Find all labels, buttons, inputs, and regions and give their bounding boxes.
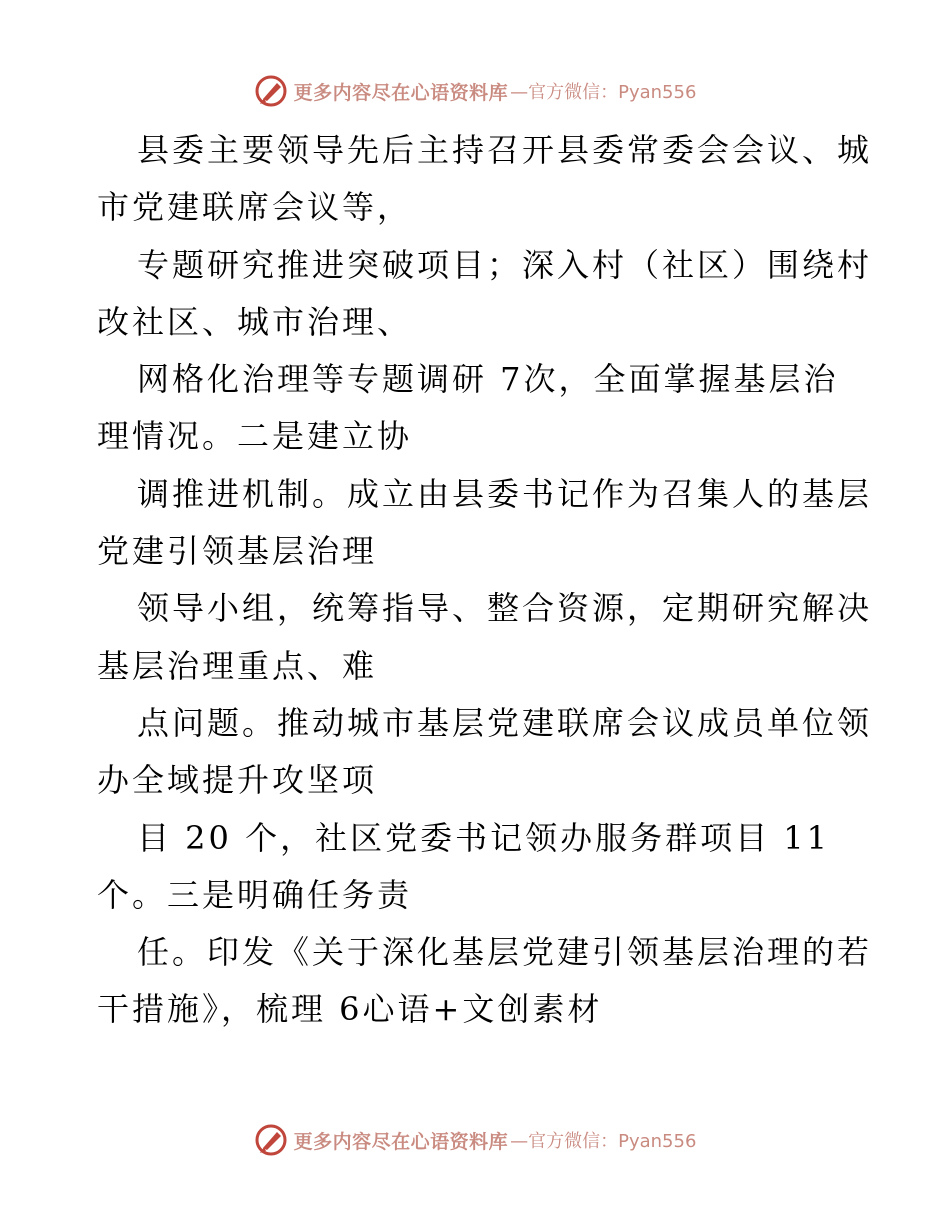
text-line: 市党建联席会议等， bbox=[97, 188, 413, 227]
pen-logo-icon bbox=[254, 1123, 288, 1157]
text-line: 个。三是明确任务责 bbox=[97, 875, 413, 914]
watermark-brand: 更多内容尽在心语资料库 bbox=[293, 81, 509, 104]
text-line: 改社区、城市治理、 bbox=[97, 302, 413, 341]
text-line: 网格化治理等专题调研 7次，全面掌握基层治 bbox=[137, 360, 839, 399]
pen-logo-icon bbox=[254, 74, 288, 108]
text-line: 点问题。推动城市基层党建联席会议成员单位领 bbox=[137, 703, 873, 742]
text-line: 县委主要领导先后主持召开县委常委会会议、城 bbox=[137, 131, 873, 169]
text-line: 目 20 个，社区党委书记领办服务群项目 11 bbox=[137, 818, 830, 857]
text-line: 干措施》，梳理 6心语+文创素材 bbox=[97, 990, 603, 1029]
watermark-brand: 更多内容尽在心语资料库 bbox=[293, 1130, 509, 1153]
header-watermark bbox=[0, 71, 950, 111]
footer-watermark bbox=[0, 1120, 950, 1160]
watermark-contact: —官方微信：Pyan556 bbox=[510, 82, 697, 103]
text-line: 党建引领基层治理 bbox=[97, 532, 378, 571]
text-line: 任。印发《关于深化基层党建引领基层治理的若 bbox=[137, 933, 873, 972]
text-line: 专题研究推进突破项目；深入村（社区）围绕村 bbox=[137, 245, 873, 284]
text-line: 领导小组，统筹指导、整合资源，定期研究解决 bbox=[137, 589, 873, 628]
watermark-contact: —官方微信：Pyan556 bbox=[510, 1131, 697, 1152]
text-line: 办全域提升攻坚项 bbox=[97, 761, 378, 800]
text-line: 基层治理重点、难 bbox=[97, 646, 378, 685]
text-line: 理情况。二是建立协 bbox=[97, 417, 413, 456]
document-body bbox=[97, 122, 873, 1039]
text-line: 调推进机制。成立由县委书记作为召集人的基层 bbox=[137, 474, 873, 513]
